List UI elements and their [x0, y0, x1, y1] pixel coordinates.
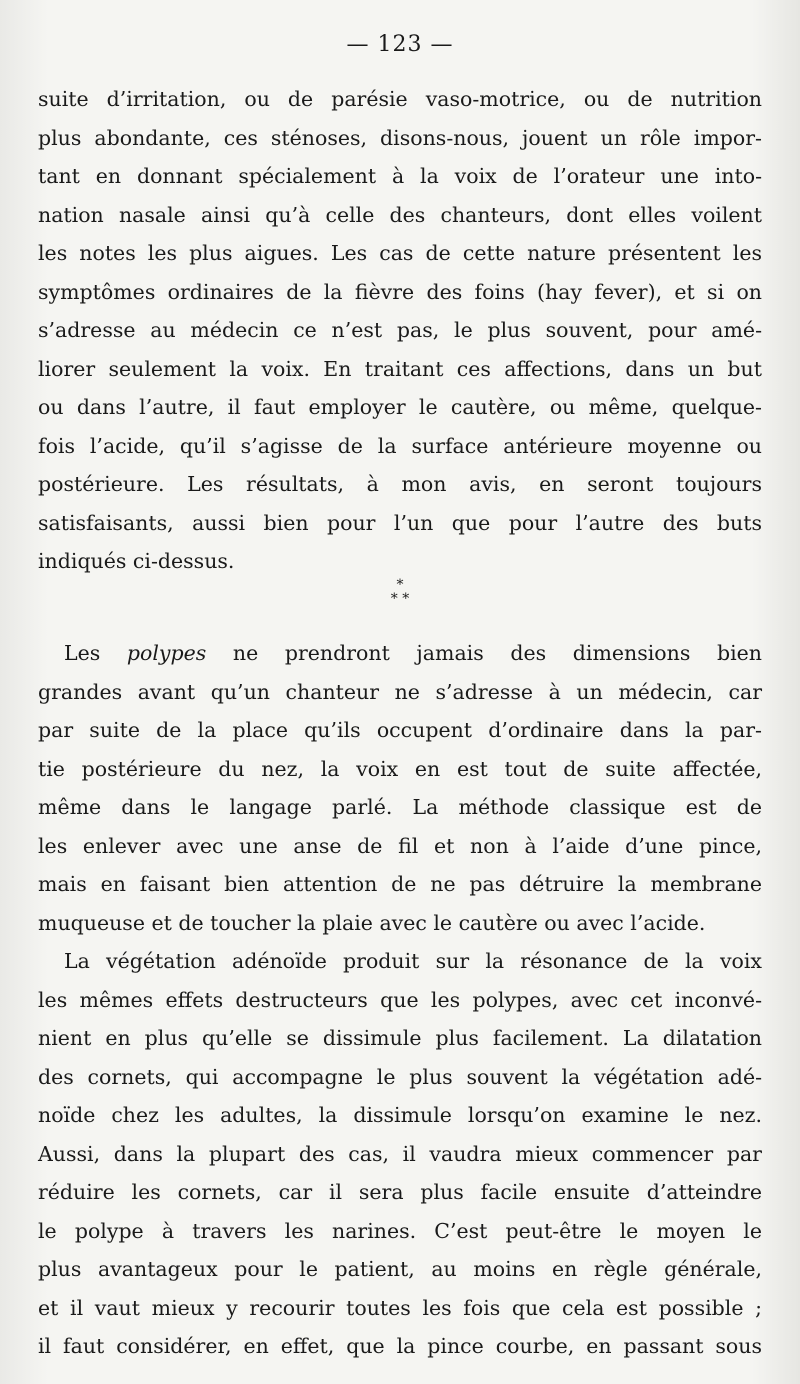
italic-term: polypes: [126, 641, 207, 665]
section-asterism: [0, 578, 800, 606]
text-line: nient en plus qu’elle se dissimule plus facilement. La dilatation: [38, 1026, 762, 1050]
text-line: le polype à travers les narines. C’est peut-être le moyen le: [38, 1218, 762, 1243]
text-line: liorer seulement la voix. En traitant ces affections, dans un but: [38, 356, 762, 381]
text-line: tie postérieure du nez, la voix en est tout de suite affectée,: [38, 756, 762, 781]
text-line: même dans le langage parlé. La méthode classique est de: [38, 795, 762, 819]
text-line: tant en donnant spécialement à la voix de l’orateur une into-: [38, 164, 762, 188]
text-line: il faut considérer, en effet, que la pince courbe, en passant sous: [38, 1334, 762, 1358]
asterism-bottom: * *: [390, 591, 410, 607]
text-line: plus abondante, ces sténoses, disons-nous, jouent un rôle impor-: [38, 125, 762, 150]
text-line: plus avantageux pour le patient, au moins en règle générale,: [38, 1257, 762, 1281]
text-fragment: Les: [64, 641, 101, 665]
text-line: les notes les plus aigues. Les cas de cette nature présentent les: [38, 241, 762, 265]
text-fragment: ne prendront jamais des dimensions bien: [232, 641, 762, 665]
paragraph-1: [38, 80, 762, 581]
text-line: satisfaisants, aussi bien pour l’un que pour l’autre des buts: [38, 510, 762, 535]
text-line: des cornets, qui accompagne le plus souvent la végétation adé-: [38, 1064, 762, 1089]
paragraph-2: [38, 634, 762, 942]
asterism-top: *: [396, 577, 404, 593]
text-line: noïde chez les adultes, la dissimule lorsqu’on examine le nez.: [38, 1103, 762, 1127]
text-line: symptômes ordinaires de la fièvre des foins (hay fever), et si on: [38, 279, 762, 304]
text-line: postérieure. Les résultats, à mon avis, en seront toujours: [38, 472, 762, 496]
text-line: réduire les cornets, car il sera plus facile ensuite d’atteindre: [38, 1180, 762, 1204]
text-line: les enlever avec une anse de fil et non à l’aide d’une pince,: [38, 833, 762, 858]
text-line: fois l’acide, qu’il s’agisse de la surface antérieure moyenne ou: [38, 433, 762, 458]
text-line: La végétation adénoïde produit sur la résonance de la voix: [64, 949, 762, 973]
text-line: nation nasale ainsi qu’à celle des chanteurs, dont elles voilent: [38, 202, 762, 227]
text-line: s’adresse au médecin ce n’est pas, le plus souvent, pour amé-: [38, 318, 762, 342]
text-line: les mêmes effets destructeurs que les polypes, avec cet inconvé-: [38, 987, 762, 1012]
text-line: Aussi, dans la plupart des cas, il vaudra mieux commencer par: [38, 1141, 762, 1166]
text-line: indiqués ci-dessus.: [38, 549, 235, 573]
text-line: grandes avant qu’un chanteur ne s’adresse à un médecin, car: [38, 679, 762, 704]
page-number: — 123 —: [346, 32, 454, 57]
text-line: et il vaut mieux y recourir toutes les fois que cela est possible ;: [38, 1295, 762, 1320]
text-line: par suite de la place qu’ils occupent d’ordinaire dans la par-: [38, 718, 762, 742]
text-line: [38, 634, 762, 673]
paragraph-3: [38, 942, 762, 1366]
text-line: ou dans l’autre, il faut employer le cautère, ou même, quelque-: [38, 395, 762, 419]
text-line: suite d’irritation, ou de parésie vaso-motrice, ou de nutrition: [38, 87, 762, 111]
text-line: muqueuse et de toucher la plaie avec le cautère ou avec l’acide.: [38, 910, 706, 935]
text-line: mais en faisant bien attention de ne pas détruire la membrane: [38, 872, 762, 896]
